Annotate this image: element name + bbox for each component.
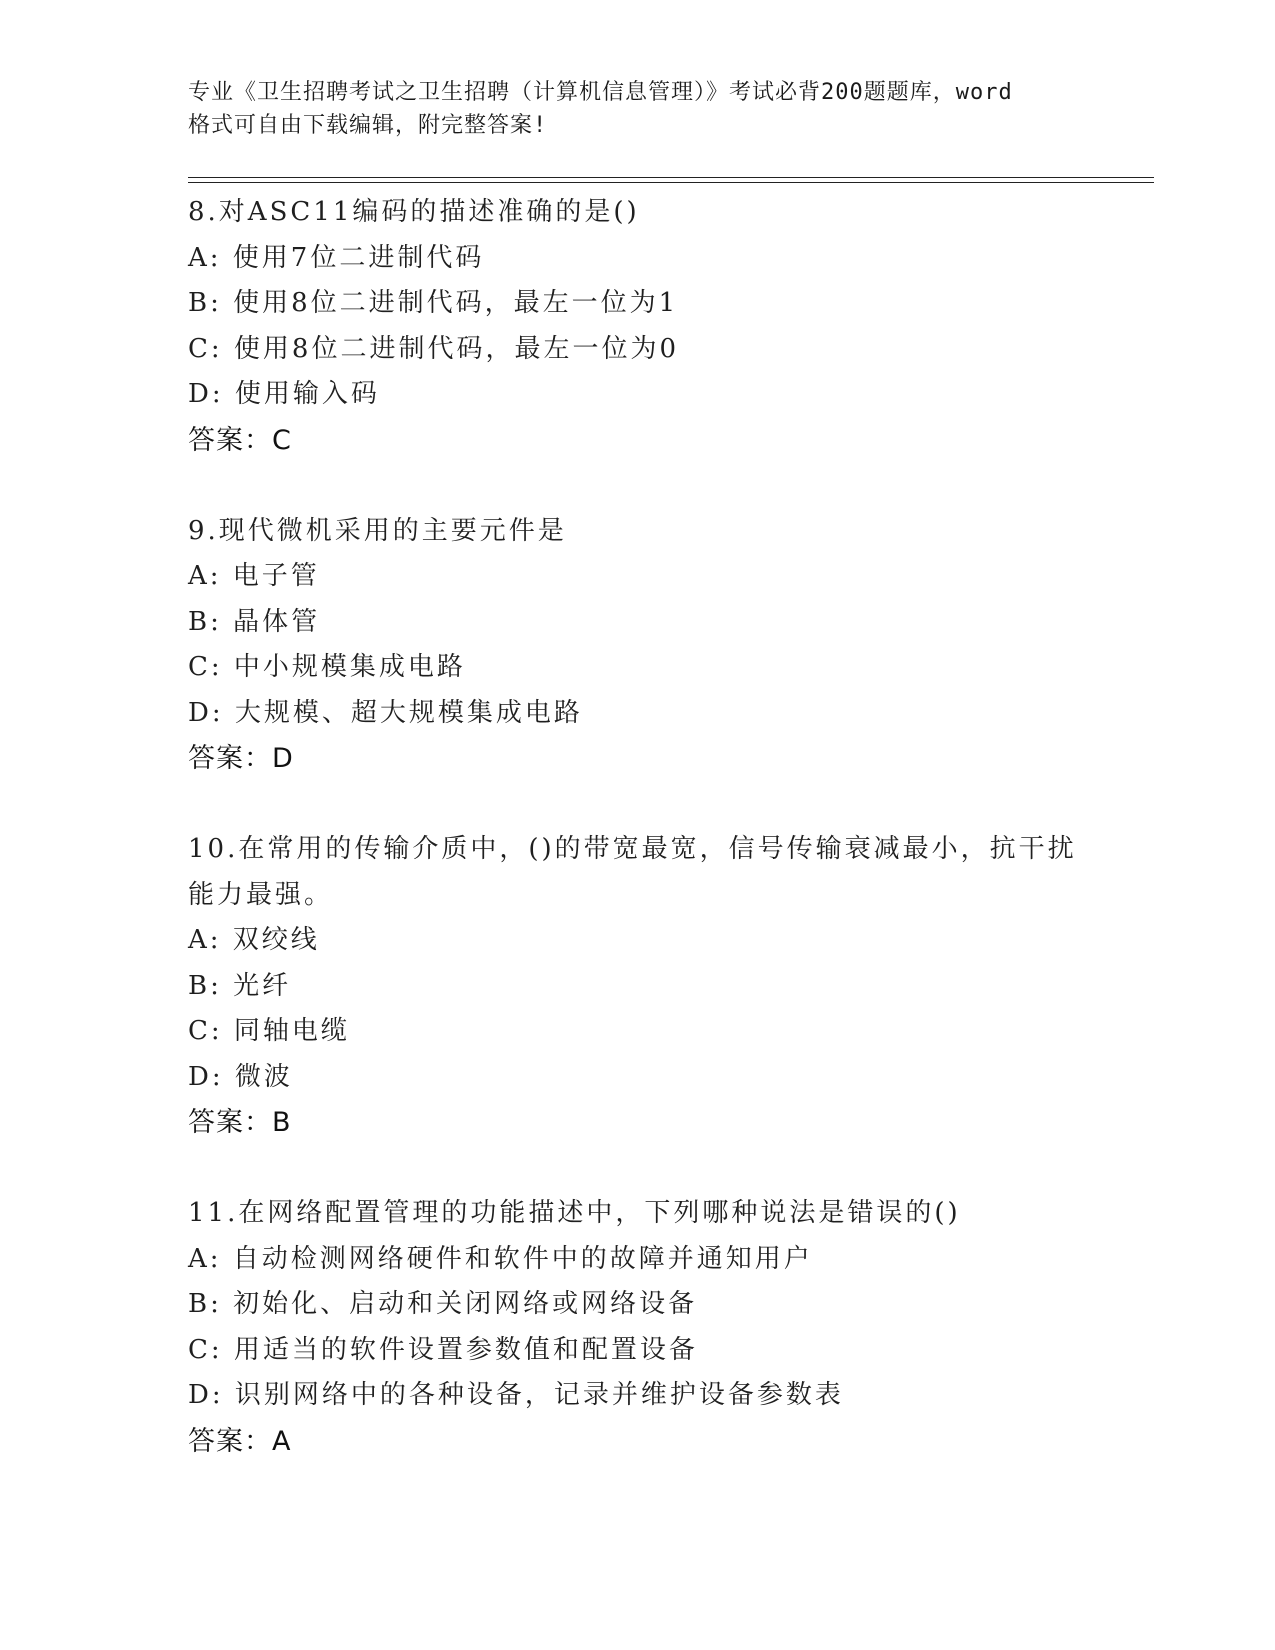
header-divider-bottom xyxy=(188,182,1154,183)
question-8 xyxy=(188,190,1148,463)
option-b: B: 初始化、启动和关闭网络或网络设备 xyxy=(188,1289,698,1319)
question-stem: 9.现代微机采用的主要元件是 xyxy=(188,515,567,546)
option-c: C: 使用8位二进制代码，最左一位为0 xyxy=(188,333,680,364)
question-10 xyxy=(188,827,1148,1146)
spacer xyxy=(188,782,1148,828)
question-stem: 8.对ASC11编码的描述准确的是() xyxy=(188,197,640,227)
answer: 答案：A xyxy=(188,1425,292,1457)
option-a: A: 自动检测网络硬件和软件中的故障并通知用户 xyxy=(188,1243,813,1274)
option-c: C: 同轴电缆 xyxy=(188,1016,350,1046)
question-9 xyxy=(188,509,1148,782)
spacer xyxy=(188,1146,1148,1192)
question-list xyxy=(188,190,1148,1464)
option-d: D: 使用输入码 xyxy=(188,379,380,409)
question-11 xyxy=(188,1191,1148,1464)
option-c: C: 用适当的软件设置参数值和配置设备 xyxy=(188,1334,698,1365)
option-b: B: 使用8位二进制代码，最左一位为1 xyxy=(188,288,679,318)
question-stem: 10.在常用的传输介质中，()的带宽最宽，信号传输衰减最小，抗干扰能力最强。 xyxy=(188,834,1077,910)
option-a: A: 双绞线 xyxy=(188,925,320,955)
answer: 答案：C xyxy=(188,424,292,456)
header-line-2: 格式可自由下载编辑，附完整答案! xyxy=(188,113,548,138)
document-header xyxy=(188,76,1088,142)
option-a: A: 使用7位二进制代码 xyxy=(188,242,485,273)
option-a: A: 电子管 xyxy=(188,561,320,591)
answer: 答案：B xyxy=(188,1107,292,1138)
header-line-1: 专业《卫生招聘考试之卫生招聘（计算机信息管理）》考试必背200题题库，word xyxy=(188,80,1013,105)
option-d: D: 微波 xyxy=(188,1061,293,1092)
option-c: C: 中小规模集成电路 xyxy=(188,652,466,682)
answer: 答案：D xyxy=(188,743,294,774)
option-b: B: 光纤 xyxy=(188,970,292,1001)
header-divider-top xyxy=(188,177,1154,178)
option-b: B: 晶体管 xyxy=(188,606,321,637)
option-d: D: 大规模、超大规模集成电路 xyxy=(188,697,583,728)
spacer xyxy=(188,463,1148,509)
option-d: D: 识别网络中的各种设备，记录并维护设备参数表 xyxy=(188,1380,844,1410)
question-stem: 11.在网络配置管理的功能描述中，下列哪种说法是错误的() xyxy=(188,1198,961,1228)
